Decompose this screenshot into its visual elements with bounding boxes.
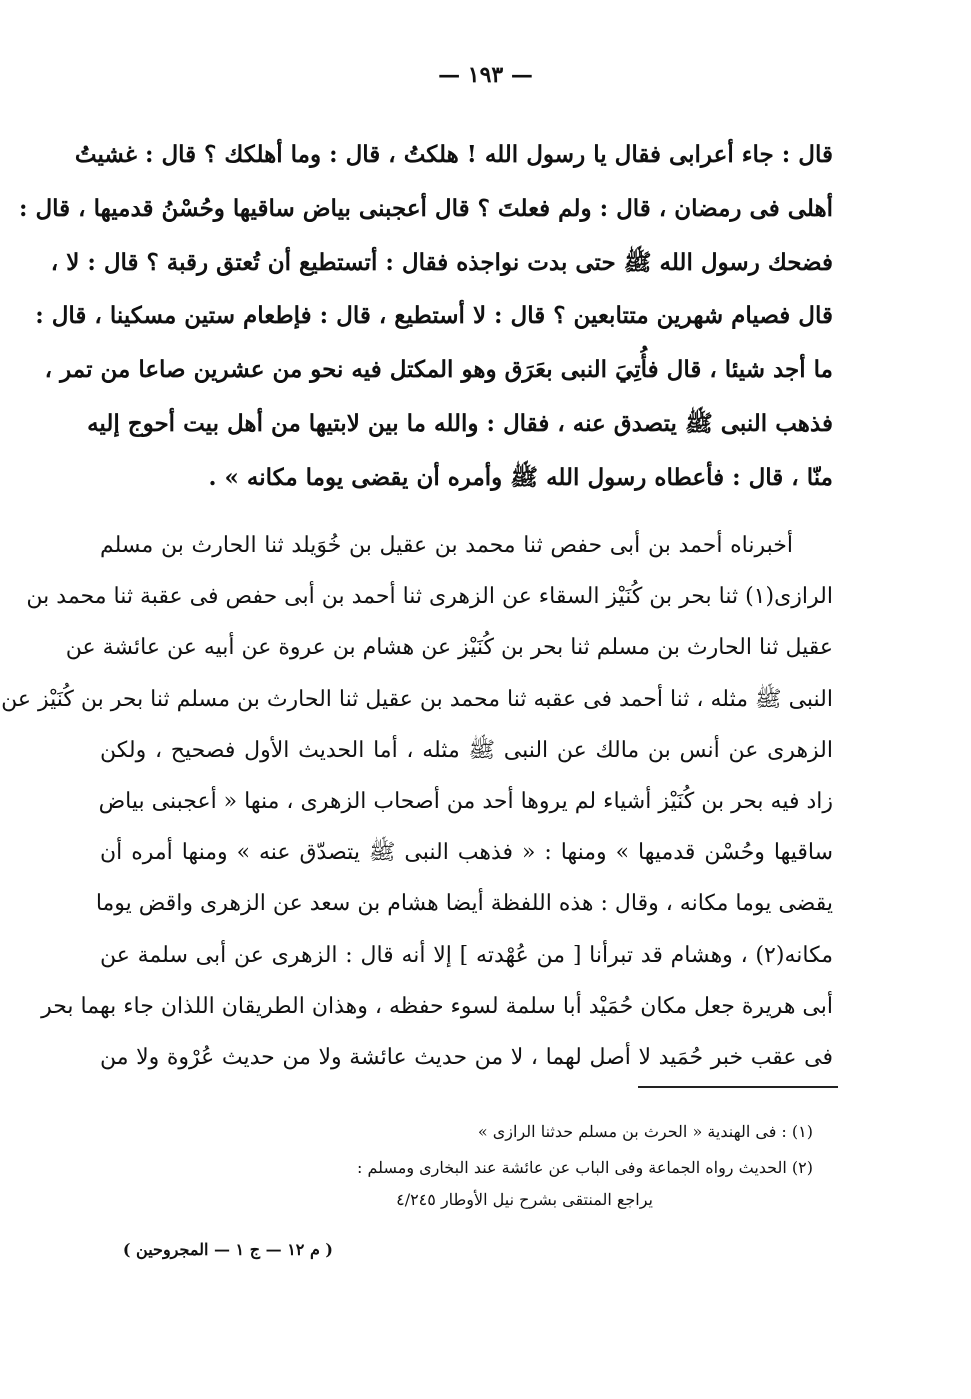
footnote-2-reference: يراجع المنتقى بشرح نيل الأوطار ٤/٢٤٥ xyxy=(396,1190,653,1209)
page-number: — ١٩٣ — xyxy=(438,62,533,88)
text-line: يقضى يوما مكانه ، وقال : هذه اللفظة أيضا هشام بن سعد عن الزهرى واقض يوما xyxy=(95,891,833,917)
text-line: ما أجد شيئا ، قال فأُتِيَ النبى بعَرَق وهو المكتل فيه نحو من عشرين صاعا من تمر ، xyxy=(44,356,833,384)
footnote-divider xyxy=(638,1086,838,1088)
text-line: ساقيها وحُسْن قدميها » ومنها : « فذهب النبى ﷺ يتصدّق عنه » ومنها أمره أن xyxy=(100,840,833,866)
text-line: أبى هريرة جعل مكان حُمَيْد أبا سلمة لسوء حفظه ، وهذان الطريقان اللذان جاء بهما بحر xyxy=(41,993,833,1019)
printer-signature: ( م ١٢ — ج ١ — المجروحين ) xyxy=(122,1240,333,1259)
text-line: الزهرى عن أنس بن مالك عن النبى ﷺ مثله ، أما الحديث الأول فصحيح ، ولكن xyxy=(100,737,833,763)
text-line: عقيل ثنا الحارث بن مسلم ثنا بحر بن كُنَيْز عن هشام بن عروة عن أبيه عن عائشة عن xyxy=(65,635,833,661)
text-line: قال : جاء أعرابى فقال يا رسول الله ! هلكتُ ، قال : وما أهلكك ؟ قال : غشيتُ xyxy=(74,141,833,168)
text-line: قال فصيام شهرين متتابعين ؟ قال : لا أستطيع ، قال : فإطعام ستين مسكينا ، قال : xyxy=(35,302,833,330)
footnote-1: (١) : فى الهندية « الحرث بن مسلم حدثنا الرازى » xyxy=(477,1122,813,1141)
text-line: الرازى(١) ثنا بحر بن كُنَيْز السقاء عن الزهرى ثنا أحمد بن أبى حفص فى عقبة ثنا محمد بن xyxy=(26,584,833,610)
text-line: أخبرناه أحمد بن أبى حفص ثنا محمد بن عقيل بن خُوَيلد ثنا الحارث بن مسلم xyxy=(100,533,793,558)
text-line: منّا ، قال : فأعطاه رسول الله ﷺ وأمره أن يقضى يوما مكانه » . xyxy=(208,463,833,491)
text-line: مكانه(٢) ، وهشام قد تبرأنا [ من عُهْدته ] إلا أنه قال : الزهرى عن أبى سلمة عن xyxy=(100,942,833,968)
text-line: أهلى فى رمضان ، قال : ولم فعلتَ ؟ قال أعجبنى بياض ساقيها وحُسْنُ قدميها ، قال : xyxy=(18,194,833,222)
text-line: زاد فيه بحر بن كُنَيْز أشياء لم يروها أحد من أصحاب الزهرى ، منها « أعجبنى بياض xyxy=(98,788,833,814)
commentary-paragraph xyxy=(1,520,833,1083)
text-line: النبى ﷺ مثله ، ثنا أحمد فى عقبه ثنا محمد بن عقيل ثنا الحارث بن مسلم ثنا بحر بن كُنَيْز عن xyxy=(1,686,833,712)
text-line: فى عقب خبر حُمَيد لا أصل لهما ، لا من حديث عائشة ولا من حديث عُرْوة ولا من xyxy=(100,1044,833,1070)
text-line: فذهب النبى ﷺ يتصدق عنه ، فقال : والله ما بين لابتيها من أهل بيت أحوج إليه xyxy=(87,409,833,437)
hadith-paragraph xyxy=(18,128,833,505)
footnote-2: (٢) الحديث رواه الجماعة وفى الباب عن عائشة عند البخارى ومسلم : xyxy=(357,1158,813,1177)
text-line: فضحك رسول الله ﷺ حتى بدت نواجذه فقال : أتستطيع أن تُعتق رقبة ؟ قال : لا ، xyxy=(50,248,833,276)
